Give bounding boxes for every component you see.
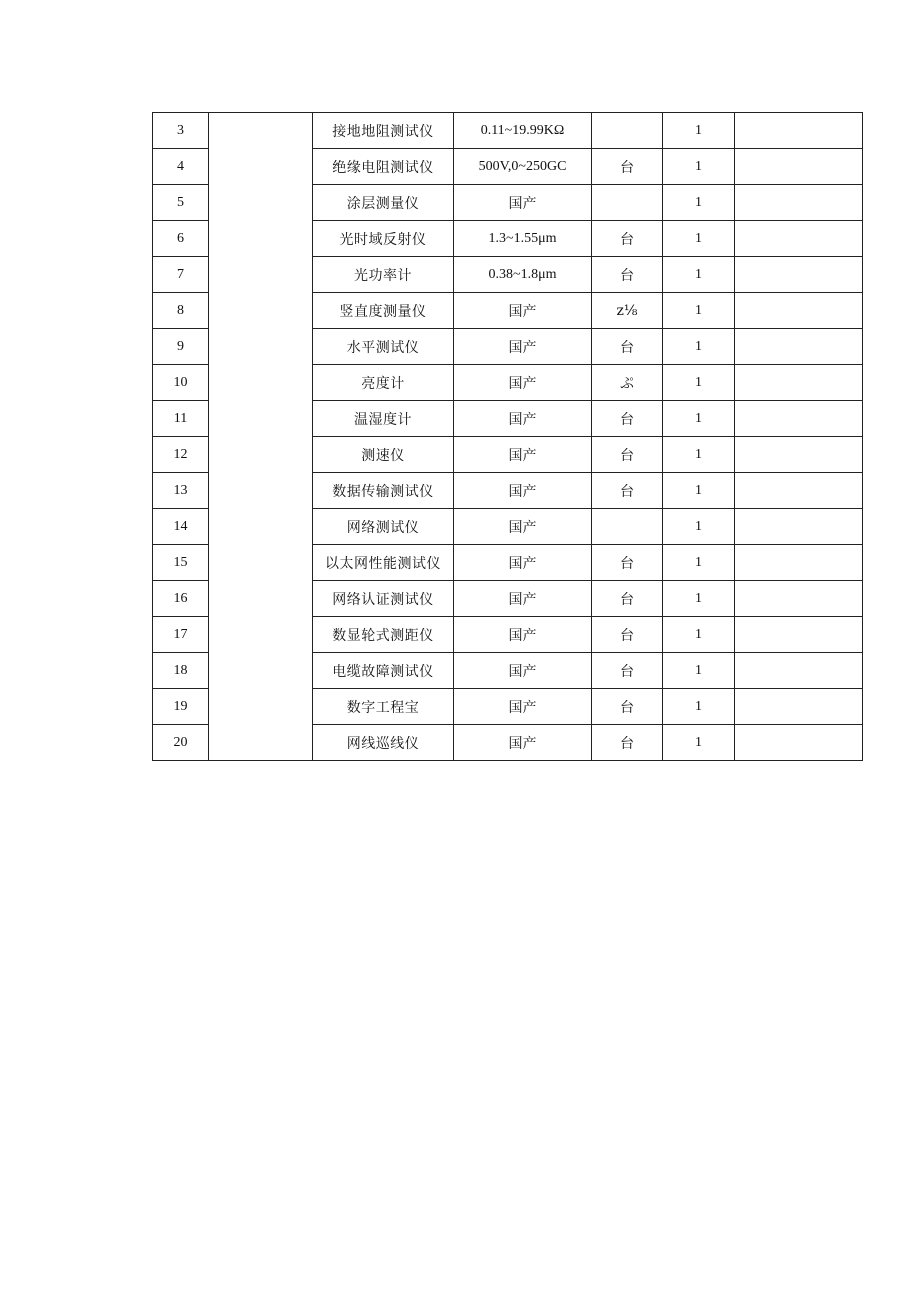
- row-number-cell: 20: [153, 725, 209, 761]
- remark-cell: [735, 509, 863, 545]
- remark-cell: [735, 689, 863, 725]
- quantity-cell: 1: [663, 221, 735, 257]
- spec-cell: 国产: [454, 365, 592, 401]
- row-number-cell: 3: [153, 113, 209, 149]
- remark-cell: [735, 617, 863, 653]
- row-number-cell: 18: [153, 653, 209, 689]
- remark-cell: [735, 149, 863, 185]
- unit-cell: z⅛: [592, 293, 663, 329]
- instrument-name-cell: 绝缘电阻测试仪: [313, 149, 454, 185]
- row-number-cell: 9: [153, 329, 209, 365]
- remark-cell: [735, 257, 863, 293]
- unit-cell: 台: [592, 545, 663, 581]
- quantity-cell: 1: [663, 617, 735, 653]
- row-number-cell: 6: [153, 221, 209, 257]
- remark-cell: [735, 185, 863, 221]
- equipment-table-body: [153, 113, 863, 761]
- spec-cell: 国产: [454, 653, 592, 689]
- equipment-table: [152, 112, 863, 761]
- unit-cell: 台: [592, 653, 663, 689]
- unit-cell: 台: [592, 689, 663, 725]
- remark-cell: [735, 293, 863, 329]
- spec-cell: 1.3~1.55μm: [454, 221, 592, 257]
- quantity-cell: 1: [663, 257, 735, 293]
- quantity-cell: 1: [663, 401, 735, 437]
- row-number-cell: 4: [153, 149, 209, 185]
- remark-cell: [735, 581, 863, 617]
- instrument-name-cell: 数字工程宝: [313, 689, 454, 725]
- quantity-cell: 1: [663, 725, 735, 761]
- quantity-cell: 1: [663, 293, 735, 329]
- instrument-name-cell: 网络认证测试仪: [313, 581, 454, 617]
- spec-cell: 国产: [454, 437, 592, 473]
- row-number-cell: 11: [153, 401, 209, 437]
- spec-cell: 国产: [454, 509, 592, 545]
- instrument-name-cell: 竖直度测量仪: [313, 293, 454, 329]
- quantity-cell: 1: [663, 149, 735, 185]
- row-number-cell: 5: [153, 185, 209, 221]
- category-cell: [209, 113, 313, 761]
- instrument-name-cell: 测速仪: [313, 437, 454, 473]
- unit-cell: 台: [592, 473, 663, 509]
- unit-cell: 台: [592, 581, 663, 617]
- unit-cell: 台: [592, 401, 663, 437]
- spec-cell: 国产: [454, 185, 592, 221]
- spec-cell: 国产: [454, 689, 592, 725]
- instrument-name-cell: 网线巡线仪: [313, 725, 454, 761]
- row-number-cell: 15: [153, 545, 209, 581]
- spec-cell: 国产: [454, 725, 592, 761]
- quantity-cell: 1: [663, 581, 735, 617]
- spec-cell: 0.11~19.99KΩ: [454, 113, 592, 149]
- instrument-name-cell: 涂层测量仪: [313, 185, 454, 221]
- quantity-cell: 1: [663, 365, 735, 401]
- row-number-cell: 13: [153, 473, 209, 509]
- unit-cell: 台: [592, 329, 663, 365]
- spec-cell: 国产: [454, 617, 592, 653]
- instrument-name-cell: 以太网性能测试仪: [313, 545, 454, 581]
- row-number-cell: 10: [153, 365, 209, 401]
- quantity-cell: 1: [663, 185, 735, 221]
- remark-cell: [735, 401, 863, 437]
- spec-cell: 500V,0~250GC: [454, 149, 592, 185]
- unit-cell: 台: [592, 725, 663, 761]
- spec-cell: 国产: [454, 293, 592, 329]
- unit-cell: [592, 509, 663, 545]
- row-number-cell: 14: [153, 509, 209, 545]
- remark-cell: [735, 545, 863, 581]
- unit-cell: 台: [592, 257, 663, 293]
- instrument-name-cell: 光功率计: [313, 257, 454, 293]
- instrument-name-cell: 温湿度计: [313, 401, 454, 437]
- remark-cell: [735, 113, 863, 149]
- remark-cell: [735, 473, 863, 509]
- spec-cell: 国产: [454, 329, 592, 365]
- unit-cell: 台: [592, 617, 663, 653]
- quantity-cell: 1: [663, 689, 735, 725]
- remark-cell: [735, 725, 863, 761]
- unit-cell: 台: [592, 437, 663, 473]
- quantity-cell: 1: [663, 509, 735, 545]
- remark-cell: [735, 221, 863, 257]
- remark-cell: [735, 653, 863, 689]
- row-number-cell: 12: [153, 437, 209, 473]
- instrument-name-cell: 亮度计: [313, 365, 454, 401]
- quantity-cell: 1: [663, 545, 735, 581]
- instrument-name-cell: 数显轮式测距仪: [313, 617, 454, 653]
- unit-cell: [592, 113, 663, 149]
- quantity-cell: 1: [663, 329, 735, 365]
- instrument-name-cell: 光时域反射仪: [313, 221, 454, 257]
- spec-cell: 国产: [454, 401, 592, 437]
- row-number-cell: 8: [153, 293, 209, 329]
- row-number-cell: 17: [153, 617, 209, 653]
- remark-cell: [735, 365, 863, 401]
- spec-cell: 国产: [454, 581, 592, 617]
- instrument-name-cell: 电缆故障测试仪: [313, 653, 454, 689]
- instrument-name-cell: 接地地阻测试仪: [313, 113, 454, 149]
- quantity-cell: 1: [663, 653, 735, 689]
- spec-cell: 0.38~1.8μm: [454, 257, 592, 293]
- row-number-cell: 16: [153, 581, 209, 617]
- remark-cell: [735, 329, 863, 365]
- instrument-name-cell: 数据传输测试仪: [313, 473, 454, 509]
- unit-cell: 台: [592, 149, 663, 185]
- instrument-name-cell: 水平测试仪: [313, 329, 454, 365]
- spec-cell: 国产: [454, 473, 592, 509]
- table-row: [153, 113, 863, 149]
- row-number-cell: 19: [153, 689, 209, 725]
- unit-cell: 台: [592, 221, 663, 257]
- row-number-cell: 7: [153, 257, 209, 293]
- quantity-cell: 1: [663, 437, 735, 473]
- unit-cell: [592, 185, 663, 221]
- instrument-name-cell: 网络测试仪: [313, 509, 454, 545]
- quantity-cell: 1: [663, 113, 735, 149]
- spec-cell: 国产: [454, 545, 592, 581]
- unit-cell: ぷ: [592, 365, 663, 401]
- quantity-cell: 1: [663, 473, 735, 509]
- remark-cell: [735, 437, 863, 473]
